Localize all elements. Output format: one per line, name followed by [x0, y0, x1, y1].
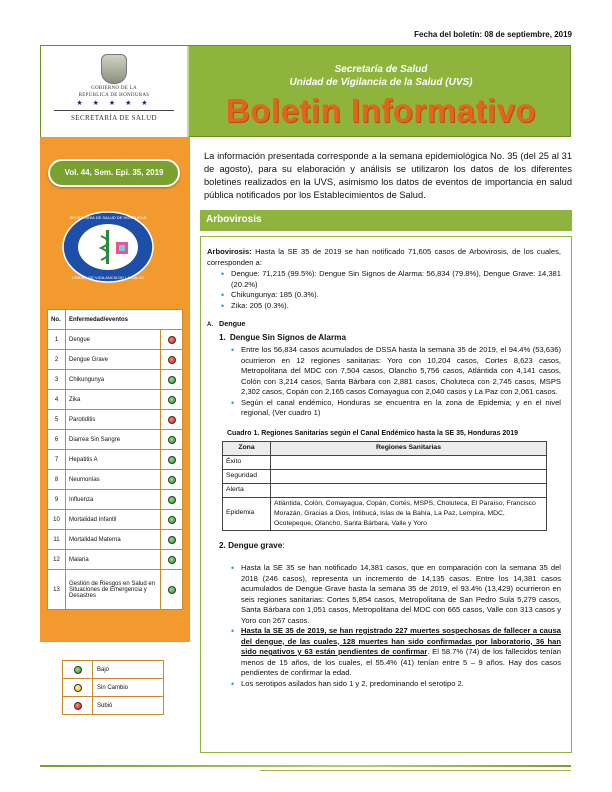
- intro-paragraph: La información presentada corresponde a la semana epidemiológica No. 35 (del 25 al 31 de agosto), para su elaboración y análisis se utilizaron los datos de los diferentes boletines realizados en la UVS, asimismo los datos de eventos de importancia en salud pública notificados por los Establecimientos de Salud.: [204, 151, 572, 200]
- stars-icon: ★ ★ ★ ★ ★: [76, 100, 152, 107]
- disease-row: [48, 350, 183, 370]
- disease-name: Mortalidad Materna: [66, 530, 161, 550]
- canal-endemico-table: [222, 441, 547, 531]
- zone-cell: Seguridad: [223, 469, 271, 483]
- disease-name: Dengue Grave: [66, 350, 161, 370]
- status-green-icon: [168, 556, 176, 564]
- subsection-2-number: 2.: [219, 540, 226, 550]
- disease-name: Parotiditis: [66, 410, 161, 430]
- status-red-icon: [168, 416, 176, 424]
- disease-row: [48, 330, 183, 350]
- legend-label: Bajo: [93, 661, 164, 679]
- bulletin-date: Fecha del boletín: 08 de septiembre, 2019: [414, 30, 572, 39]
- disease-row: [48, 550, 183, 570]
- status-cell: [161, 370, 183, 390]
- coat-of-arms-icon: [101, 54, 127, 84]
- section-title-arbovirosis: Arbovirosis: [200, 210, 572, 231]
- dengue-grave-item: • Los serotipos asilados han sido 1 y 2, predominando el serotipo 2.: [229, 679, 561, 690]
- disease-number: 13: [48, 570, 66, 610]
- arbo-text: Hasta la SE 35 de 2019 se han notificado 71,605 casos de Arbovirosis, de los cuales, corresponden a:: [207, 247, 561, 267]
- status-cell: [161, 410, 183, 430]
- logo-divider: [54, 110, 174, 111]
- zone-cell: Alerta: [223, 483, 271, 497]
- disease-name: Diarrea Sin Sangre: [66, 430, 161, 450]
- legend-label: Subió: [93, 697, 164, 715]
- seal-text-bottom: UNIDAD DE VIGILANCIA DE LA SALUD: [71, 275, 145, 280]
- disease-name: Zika: [66, 390, 161, 410]
- canal-row: [223, 483, 547, 497]
- canal-row: [223, 497, 547, 530]
- status-cell: [161, 490, 183, 510]
- dengue-grave-deaths-item: [229, 626, 561, 679]
- disease-number: 3: [48, 370, 66, 390]
- footer-rule-secondary: [260, 770, 571, 771]
- disease-row: [48, 490, 183, 510]
- col-regions: Regiones Sanitarias: [271, 442, 547, 456]
- status-green-icon: [168, 586, 176, 594]
- col-event: Enfermedad/eventos: [66, 310, 183, 330]
- disease-number: 2: [48, 350, 66, 370]
- disease-name: Neumonías: [66, 470, 161, 490]
- status-green-icon: [168, 516, 176, 524]
- disease-row: [48, 530, 183, 550]
- disease-number: 10: [48, 510, 66, 530]
- disease-number: 7: [48, 450, 66, 470]
- status-cell: [161, 530, 183, 550]
- disease-row: [48, 570, 183, 610]
- legend-swatch: [63, 661, 93, 679]
- header-title-2: Unidad de Vigilancia de la Salud (UVS): [289, 77, 473, 88]
- dssa-list: [229, 345, 561, 419]
- canal-row: [223, 469, 547, 483]
- legend-swatch: [63, 697, 93, 715]
- disease-number: 9: [48, 490, 66, 510]
- disease-row: [48, 430, 183, 450]
- header-banner: [40, 45, 571, 137]
- zone-cell: Éxito: [223, 455, 271, 469]
- status-cell: [161, 430, 183, 450]
- disease-name: Mortalidad Infantil: [66, 510, 161, 530]
- legend-row: [63, 697, 164, 715]
- disease-name: Hepatitis A: [66, 450, 161, 470]
- deaths-highlight: Hasta la SE 35 de 2019, se han registrado 227 muertes sospechosas de fallecer a causa del dengue, de las cuales, 128 muertes han sido confirmadas por laboratorio, 36 han sido negativos y 63 están pendientes de confirmar: [241, 626, 561, 656]
- disease-name: Dengue: [66, 330, 161, 350]
- footer-rule: [40, 765, 571, 767]
- legend-red-icon: [74, 702, 82, 710]
- disease-row: [48, 470, 183, 490]
- disease-row: [48, 450, 183, 470]
- arbo-label: Arbovirosis:: [207, 247, 252, 256]
- status-cell: [161, 350, 183, 370]
- gov-line1: GOBIERNO DE LA: [91, 86, 137, 91]
- zone-cell: Epidemia: [223, 497, 271, 530]
- dssa-item: • Entre los 56,834 casos acumulados de DSSA hasta la semana 35 de 2019, el 94.4% (53,636) ocurrieron en 12 regiones sanitarias: Yoro con 10,204 casos, Cortes 8,623 casos, Metropolitana del MDC con 7,504 casos, Olancho 5,756 casos, Atlántida con 4,141 casos, Colón con 3,214 casos, Santa Bárbara con 2,881 casos, Choluteca con 2,745 casos, MSPS 2,302 casos, Copán con 2,165 casos Comayagua con 2,040 casos y La Paz con 2,061 casos.: [229, 345, 561, 398]
- canal-row: [223, 455, 547, 469]
- legend-swatch: [63, 679, 93, 697]
- section-a-letter: A.: [207, 322, 213, 328]
- disease-number: 4: [48, 390, 66, 410]
- status-green-icon: [168, 536, 176, 544]
- header-title-1: Secretaría de Salud: [334, 64, 428, 75]
- disease-number: 1: [48, 330, 66, 350]
- subsection-2-title: Dengue grave: [228, 540, 283, 550]
- col-zone: Zona: [223, 442, 271, 456]
- disease-name: Malaria: [66, 550, 161, 570]
- uvs-seal-logo: [61, 210, 155, 284]
- volume-badge: Vol. 44, Sem. Epi. 35, 2019: [48, 159, 180, 187]
- dssa-item: • Según el canal endémico, Honduras se encuentra en la zona de Epidemia; y en el nivel regional, (Ver cuadro 1): [229, 398, 561, 419]
- status-cell: [161, 390, 183, 410]
- disease-row: [48, 390, 183, 410]
- status-cell: [161, 470, 183, 490]
- status-cell: [161, 450, 183, 470]
- col-no: No.: [48, 310, 66, 330]
- arbo-item: • Chikungunya: 185 (0.3%).: [219, 290, 561, 301]
- gov-line2: REPÚBLICA DE HONDURAS: [78, 93, 150, 98]
- arbo-list: [219, 269, 561, 311]
- logo-secretaria: SECRETARÍA DE SALUD: [71, 114, 157, 122]
- disease-status-table: [47, 309, 183, 610]
- status-red-icon: [168, 336, 176, 344]
- regions-cell: [271, 483, 547, 497]
- legend-row: [63, 661, 164, 679]
- subsection-1-heading: [219, 333, 561, 344]
- regions-cell: [271, 469, 547, 483]
- section-a-title: Dengue: [219, 319, 246, 328]
- arbo-item: • Dengue: 71,215 (99.5%): Dengue Sin Signos de Alarma: 56,834 (79.8%), Dengue Grave: 14,381 (20.2%): [219, 269, 561, 290]
- disease-name: Influenza: [66, 490, 161, 510]
- dengue-grave-list: [229, 563, 561, 689]
- deaths-rest: . El 58.7% (74) de los fallecidos tenían menos de 15 años, de los cuales, el 55.4% (41) tenían entre 5 – 9 años. Hay dos casos pendientes de confirmar la edad.: [241, 647, 561, 677]
- status-green-icon: [168, 436, 176, 444]
- legend-row: [63, 679, 164, 697]
- dengue-grave-item: • Hasta la SE 35 se han notificado 14,381 casos, que en comparación con la semana 35 del 2018 (246 casos), representa un incremento de 14,135 casos. Entre los 14,381 casos acumulados de Dengue Grave hasta la semana 35 de 2019, el 93.4% (13,429) ocurrieron en seis regiones sanitarias: Cortes 5,854 casos, Metropolitana de San Pedro Sula 5,279 casos, Santa Bárbara con 1,051 casos, Metropolitana del MDC con 665 casos, Valle con 313 casos y Yoro con 267 casos.: [229, 563, 561, 626]
- disease-number: 8: [48, 470, 66, 490]
- status-cell: [161, 510, 183, 530]
- subsection-2-heading: [219, 541, 561, 552]
- status-red-icon: [168, 356, 176, 364]
- status-green-icon: [168, 476, 176, 484]
- disease-row: [48, 510, 183, 530]
- disease-number: 11: [48, 530, 66, 550]
- status-green-icon: [168, 376, 176, 384]
- regions-cell: Atlántida, Colón, Comayagua, Copán, Cortés, MSPS, Choluteca, El Paraíso, Francisco Morazán, Gracias a Dios, Intibucá, Islas de la Bahía, La Paz, Lempira, MDC, Ocotepeque, Olancho, Santa Bárbara, Valle y Yoro: [271, 497, 547, 530]
- disease-row: [48, 410, 183, 430]
- disease-number: 5: [48, 410, 66, 430]
- legend-green-icon: [74, 666, 82, 674]
- legend-label: Sin Cambio: [93, 679, 164, 697]
- status-cell: [161, 330, 183, 350]
- status-green-icon: [168, 396, 176, 404]
- main-title: Boletin Informativo: [225, 92, 537, 129]
- legend-yellow-icon: [74, 684, 82, 692]
- arbo-summary: [207, 247, 561, 268]
- content-box: [200, 236, 572, 753]
- status-green-icon: [168, 456, 176, 464]
- seal-text-top: SECRETARIA DE SALUD DE HONDURAS: [69, 215, 147, 220]
- arbo-item: • Zika: 205 (0.3%).: [219, 301, 561, 312]
- disease-name: Gestión de Riesgos en Salud en Situaciones de Emergencia y Desastres: [66, 570, 161, 610]
- status-cell: [161, 550, 183, 570]
- government-logo: [41, 46, 189, 138]
- regions-cell: [271, 455, 547, 469]
- subsection-1-title: Dengue Sin Signos de Alarma: [229, 332, 347, 342]
- section-a-heading: [207, 319, 561, 331]
- legend-table: [62, 660, 164, 715]
- disease-name: Chikungunya: [66, 370, 161, 390]
- disease-row: [48, 370, 183, 390]
- disease-number: 6: [48, 430, 66, 450]
- subsection-1-number: 1.: [219, 332, 226, 342]
- status-green-icon: [168, 496, 176, 504]
- subsection-2-colon: :: [282, 540, 285, 550]
- cuadro-1-title: Cuadro 1. Regiones Sanitarias según el Canal Endémico hasta la SE 35, Honduras 2019: [227, 429, 518, 437]
- status-cell: [161, 570, 183, 610]
- disease-number: 12: [48, 550, 66, 570]
